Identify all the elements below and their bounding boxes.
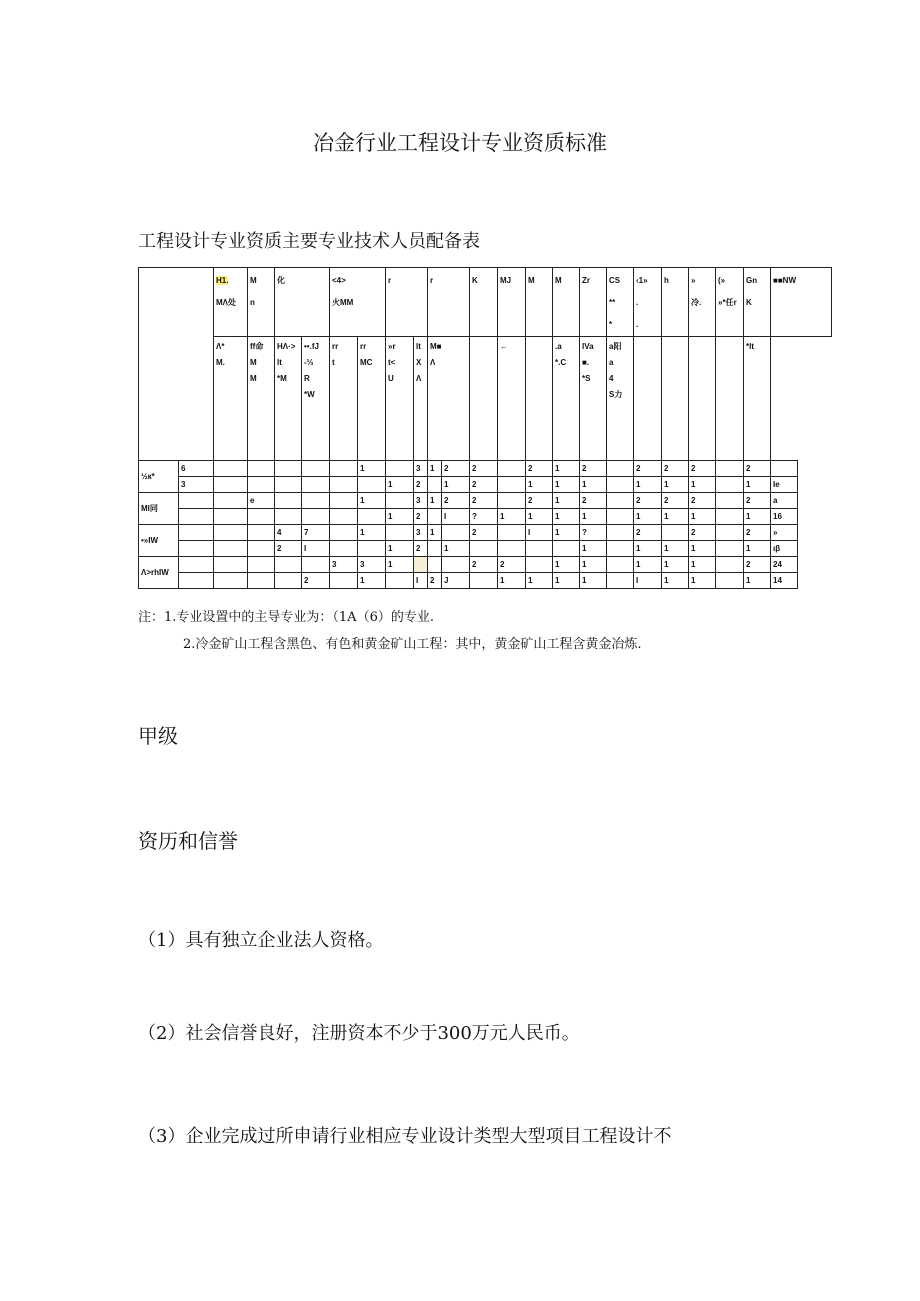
table-cell: 1 bbox=[358, 493, 386, 509]
table-cell: I bbox=[442, 509, 470, 525]
table-cell bbox=[214, 477, 248, 493]
table-cell: 2 bbox=[580, 493, 607, 509]
table-cell: 1 bbox=[662, 573, 689, 589]
table-cell bbox=[771, 461, 798, 477]
table-cell: 1 bbox=[744, 573, 771, 589]
table-cell bbox=[302, 461, 330, 477]
table-cell bbox=[214, 541, 248, 557]
table-cell bbox=[716, 541, 744, 557]
table-cell: 1 bbox=[386, 477, 414, 493]
table-cell bbox=[607, 493, 634, 509]
header-cell: HΛ·> lt *M bbox=[275, 337, 302, 461]
table-cell bbox=[214, 525, 248, 541]
table-cell bbox=[716, 477, 744, 493]
header-cell bbox=[716, 337, 744, 461]
header-cell: .a *.C bbox=[553, 337, 580, 461]
table-data-body bbox=[139, 461, 832, 589]
table-cell: 14 bbox=[771, 573, 798, 589]
header-cell: r bbox=[386, 268, 428, 337]
table-cell: 2 bbox=[470, 493, 498, 509]
table-cell bbox=[358, 541, 386, 557]
table-cell bbox=[428, 509, 442, 525]
table-cell bbox=[526, 557, 553, 573]
table-cell bbox=[275, 557, 302, 573]
table-cell: 2 bbox=[302, 573, 330, 589]
table-cell bbox=[275, 461, 302, 477]
table-cell: ? bbox=[470, 509, 498, 525]
table-cell bbox=[716, 461, 744, 477]
header-cell: <4> 火MM bbox=[330, 268, 386, 337]
table-cell: I bbox=[526, 525, 553, 541]
table-cell bbox=[386, 573, 414, 589]
header-cell: Gn K bbox=[744, 268, 771, 337]
table-cell bbox=[716, 557, 744, 573]
table-cell: 2 bbox=[470, 557, 498, 573]
header-cell: 化 bbox=[275, 268, 330, 337]
table-cell bbox=[498, 541, 526, 557]
table-cell bbox=[330, 541, 358, 557]
table-cell: 1 bbox=[553, 461, 580, 477]
table-row bbox=[139, 541, 832, 557]
table-corner-cell bbox=[139, 268, 214, 461]
table-cell bbox=[330, 525, 358, 541]
table-cell bbox=[498, 477, 526, 493]
table-cell: 1 bbox=[442, 477, 470, 493]
table-cell: 1 bbox=[662, 541, 689, 557]
table-cell bbox=[358, 477, 386, 493]
table-cell: 1 bbox=[580, 509, 607, 525]
table-cell: ιβ bbox=[771, 541, 798, 557]
header-cell: M bbox=[526, 268, 553, 337]
table-cell bbox=[179, 509, 214, 525]
header-cell: (» »*任r bbox=[716, 268, 744, 337]
table-cell: 1 bbox=[580, 557, 607, 573]
row-group-label: •»IW bbox=[139, 525, 179, 557]
header-cell: ff命 M M bbox=[248, 337, 275, 461]
table-cell: 1 bbox=[689, 477, 716, 493]
header-cell: MJ bbox=[498, 268, 526, 337]
table-cell: 1 bbox=[634, 477, 662, 493]
header-row-specialties bbox=[139, 268, 832, 337]
table-cell: 1 bbox=[662, 557, 689, 573]
table-cell: 2 bbox=[689, 461, 716, 477]
table-cell: 2 bbox=[442, 493, 470, 509]
table-cell bbox=[470, 541, 498, 557]
table-cell bbox=[386, 493, 414, 509]
table-cell: 1 bbox=[689, 573, 716, 589]
header-cell: IVa ■. *S bbox=[580, 337, 607, 461]
table-cell bbox=[607, 573, 634, 589]
header-cell: Λ* M. bbox=[214, 337, 248, 461]
table-cell: 1 bbox=[662, 477, 689, 493]
table-cell: 1 bbox=[634, 541, 662, 557]
table-cell bbox=[214, 461, 248, 477]
paragraph-1: （1）具有独立企业法人资格。 bbox=[138, 930, 384, 951]
table-title: 工程设计专业资质主要专业技术人员配备表 bbox=[138, 231, 480, 252]
table-cell: 2 bbox=[634, 493, 662, 509]
table-cell bbox=[607, 509, 634, 525]
table-cell: 1 bbox=[386, 557, 414, 573]
table-cell: 1 bbox=[526, 477, 553, 493]
staff-requirements-table bbox=[138, 267, 832, 589]
table-note-1: 注：1.专业设置中的主导专业为：（1A（6）的专业. bbox=[138, 610, 434, 625]
header-cell: M bbox=[553, 268, 580, 337]
table-cell bbox=[442, 525, 470, 541]
table-cell: 1 bbox=[634, 509, 662, 525]
table-cell bbox=[214, 493, 248, 509]
row-group-label: ½к* bbox=[139, 461, 179, 493]
table-cell: 1 bbox=[553, 525, 580, 541]
header-cell: rr t bbox=[330, 337, 358, 461]
table-cell: 2 bbox=[662, 493, 689, 509]
table-cell: 3 bbox=[179, 477, 214, 493]
table-cell bbox=[330, 509, 358, 525]
header-cell: rr MC bbox=[358, 337, 386, 461]
table-cell: 1 bbox=[428, 525, 442, 541]
table-cell: 1 bbox=[689, 541, 716, 557]
table-cell bbox=[498, 493, 526, 509]
paragraph-2: （2）社会信誉良好，注册资本不少于300万元人民币。 bbox=[138, 1023, 580, 1044]
table-cell bbox=[716, 525, 744, 541]
table-cell: e bbox=[248, 493, 275, 509]
table-cell: 3 bbox=[414, 525, 428, 541]
table-cell: 1 bbox=[498, 573, 526, 589]
table-cell bbox=[607, 541, 634, 557]
header-cell bbox=[662, 337, 689, 461]
table-row bbox=[139, 509, 832, 525]
table-cell: I bbox=[414, 573, 428, 589]
table-cell: a bbox=[771, 493, 798, 509]
table-cell: 24 bbox=[771, 557, 798, 573]
table-cell: 2 bbox=[470, 477, 498, 493]
header-cell: Zr bbox=[580, 268, 607, 337]
table-cell: » bbox=[771, 525, 798, 541]
table-row bbox=[139, 477, 832, 493]
table-cell bbox=[302, 493, 330, 509]
table-cell bbox=[428, 541, 442, 557]
table-cell: 1 bbox=[386, 541, 414, 557]
header-cell: » 冷. bbox=[689, 268, 716, 337]
table-cell: Ie bbox=[771, 477, 798, 493]
table-cell bbox=[607, 477, 634, 493]
table-cell bbox=[179, 573, 214, 589]
table-cell bbox=[248, 557, 275, 573]
header-cell: a阳 a 4 S力 bbox=[607, 337, 634, 461]
table-row bbox=[139, 573, 832, 589]
table-cell: 1 bbox=[358, 525, 386, 541]
table-cell: 2 bbox=[526, 461, 553, 477]
table-cell: 1 bbox=[428, 461, 442, 477]
header-cell: H1. MΛ处 bbox=[214, 268, 248, 337]
table-cell bbox=[214, 557, 248, 573]
table-cell: 2 bbox=[470, 525, 498, 541]
table-cell bbox=[330, 477, 358, 493]
table-cell: 1 bbox=[689, 557, 716, 573]
header-cell: CS ** * bbox=[607, 268, 634, 337]
table-cell: 1 bbox=[553, 477, 580, 493]
table-cell bbox=[248, 541, 275, 557]
table-cell: 2 bbox=[470, 461, 498, 477]
table-cell bbox=[248, 477, 275, 493]
table-cell: 1 bbox=[634, 557, 662, 573]
header-cell: ••.fJ -⅓ R *W bbox=[302, 337, 330, 461]
header-row-titles bbox=[139, 337, 832, 461]
table-cell bbox=[179, 525, 214, 541]
table-cell: 3 bbox=[330, 557, 358, 573]
table-cell bbox=[248, 525, 275, 541]
table-cell bbox=[607, 461, 634, 477]
highlighted-mark: H1. bbox=[216, 276, 229, 285]
table-cell: 6 bbox=[179, 461, 214, 477]
table-cell bbox=[442, 557, 470, 573]
table-cell: 2 bbox=[498, 557, 526, 573]
table-cell bbox=[428, 477, 442, 493]
table-cell bbox=[275, 509, 302, 525]
row-group-label: Λ>rhIW bbox=[139, 557, 179, 589]
table-cell: 1 bbox=[498, 509, 526, 525]
table-cell bbox=[470, 573, 498, 589]
table-cell bbox=[275, 477, 302, 493]
table-cell bbox=[248, 509, 275, 525]
table-cell: 2 bbox=[689, 525, 716, 541]
header-cell: M n bbox=[248, 268, 275, 337]
table-cell bbox=[716, 573, 744, 589]
table-cell: 1 bbox=[580, 573, 607, 589]
table-cell bbox=[498, 461, 526, 477]
table-cell bbox=[428, 557, 442, 573]
table-cell: 1 bbox=[689, 509, 716, 525]
grade-heading: 甲级 bbox=[138, 724, 178, 748]
table-cell: I bbox=[634, 573, 662, 589]
header-cell bbox=[526, 337, 553, 461]
table-cell bbox=[330, 573, 358, 589]
header-cell: r bbox=[428, 268, 470, 337]
table-cell: 2 bbox=[428, 573, 442, 589]
table-cell bbox=[386, 525, 414, 541]
table-row bbox=[139, 525, 832, 541]
table-cell: 2 bbox=[526, 493, 553, 509]
table-cell bbox=[716, 509, 744, 525]
header-cell: h bbox=[662, 268, 689, 337]
table-cell: 1 bbox=[744, 541, 771, 557]
table-cell: 2 bbox=[414, 509, 428, 525]
table-cell: 1 bbox=[526, 573, 553, 589]
table-cell: 1 bbox=[358, 573, 386, 589]
table-cell: 1 bbox=[744, 509, 771, 525]
table-cell: 2 bbox=[744, 557, 771, 573]
table-cell: J bbox=[442, 573, 470, 589]
table-cell: 1 bbox=[580, 541, 607, 557]
table-cell bbox=[414, 557, 428, 573]
table-cell bbox=[179, 541, 214, 557]
table-cell: 1 bbox=[744, 477, 771, 493]
table-cell: 1 bbox=[662, 509, 689, 525]
section-heading: 资历和信誉 bbox=[138, 829, 238, 853]
header-cell bbox=[689, 337, 716, 461]
header-cell: M■ Λ bbox=[428, 337, 470, 461]
table-cell bbox=[179, 557, 214, 573]
header-cell bbox=[470, 337, 498, 461]
table-cell bbox=[214, 509, 248, 525]
table-cell: 2 bbox=[689, 493, 716, 509]
table-cell: 1 bbox=[386, 509, 414, 525]
table-cell: ? bbox=[580, 525, 607, 541]
table-cell bbox=[553, 541, 580, 557]
header-cell: *lt bbox=[744, 337, 771, 461]
table-cell: 3 bbox=[358, 557, 386, 573]
table-cell bbox=[179, 493, 214, 509]
table-note-2: 2.冷金矿山工程含黑色、有色和黄金矿山工程：其中，黄金矿山工程含黄金冶炼. bbox=[183, 637, 642, 652]
table-cell: 1 bbox=[553, 557, 580, 573]
table-cell: 7 bbox=[302, 525, 330, 541]
header-cell: ← bbox=[498, 337, 526, 461]
table-row bbox=[139, 557, 832, 573]
header-cell: ‹1» . . bbox=[634, 268, 662, 337]
table-cell: 1 bbox=[526, 509, 553, 525]
table-cell bbox=[330, 493, 358, 509]
table-cell: 1 bbox=[358, 461, 386, 477]
table-cell bbox=[302, 477, 330, 493]
table-cell bbox=[248, 573, 275, 589]
table-cell bbox=[302, 509, 330, 525]
table-cell: 1 bbox=[553, 573, 580, 589]
table-cell bbox=[526, 541, 553, 557]
header-cell: ■■NW bbox=[771, 268, 832, 337]
table-cell bbox=[330, 461, 358, 477]
paragraph-3: （3）企业完成过所申请行业相应专业设计类型大型项目工程设计不 bbox=[138, 1126, 672, 1147]
table-cell: 16 bbox=[771, 509, 798, 525]
table-cell bbox=[248, 461, 275, 477]
table-cell: 1 bbox=[553, 509, 580, 525]
table-cell bbox=[662, 525, 689, 541]
table-cell bbox=[607, 525, 634, 541]
table-cell: 2 bbox=[414, 541, 428, 557]
table-cell: 3 bbox=[414, 493, 428, 509]
table-row bbox=[139, 493, 832, 509]
table-cell bbox=[275, 493, 302, 509]
header-cell: »r t< U bbox=[386, 337, 414, 461]
table-cell: 1 bbox=[580, 477, 607, 493]
table-cell: 1 bbox=[428, 493, 442, 509]
table-cell: 2 bbox=[634, 461, 662, 477]
table-cell: 2 bbox=[634, 525, 662, 541]
table-cell bbox=[607, 557, 634, 573]
table-cell: 2 bbox=[442, 461, 470, 477]
header-cell bbox=[634, 337, 662, 461]
table-cell: 3 bbox=[414, 461, 428, 477]
table-cell: 1 bbox=[442, 541, 470, 557]
table-cell: 2 bbox=[275, 541, 302, 557]
document-title: 冶金行业工程设计专业资质标准 bbox=[313, 131, 607, 155]
table-cell bbox=[358, 509, 386, 525]
row-group-label: MI同 bbox=[139, 493, 179, 525]
header-cell: lt X Λ bbox=[414, 337, 428, 461]
table-cell: 2 bbox=[414, 477, 428, 493]
table-cell bbox=[716, 493, 744, 509]
table-cell bbox=[302, 557, 330, 573]
table-cell: 1 bbox=[553, 493, 580, 509]
table-cell: I bbox=[302, 541, 330, 557]
table-row bbox=[139, 461, 832, 477]
header-cell: K bbox=[470, 268, 498, 337]
table-cell: 2 bbox=[744, 493, 771, 509]
table-cell bbox=[498, 525, 526, 541]
table-cell bbox=[214, 573, 248, 589]
table-cell: 2 bbox=[580, 461, 607, 477]
table-cell: 2 bbox=[744, 461, 771, 477]
table-cell: 2 bbox=[662, 461, 689, 477]
table-cell: 4 bbox=[275, 525, 302, 541]
table-cell: 2 bbox=[744, 525, 771, 541]
table-cell bbox=[275, 573, 302, 589]
table-cell bbox=[386, 461, 414, 477]
